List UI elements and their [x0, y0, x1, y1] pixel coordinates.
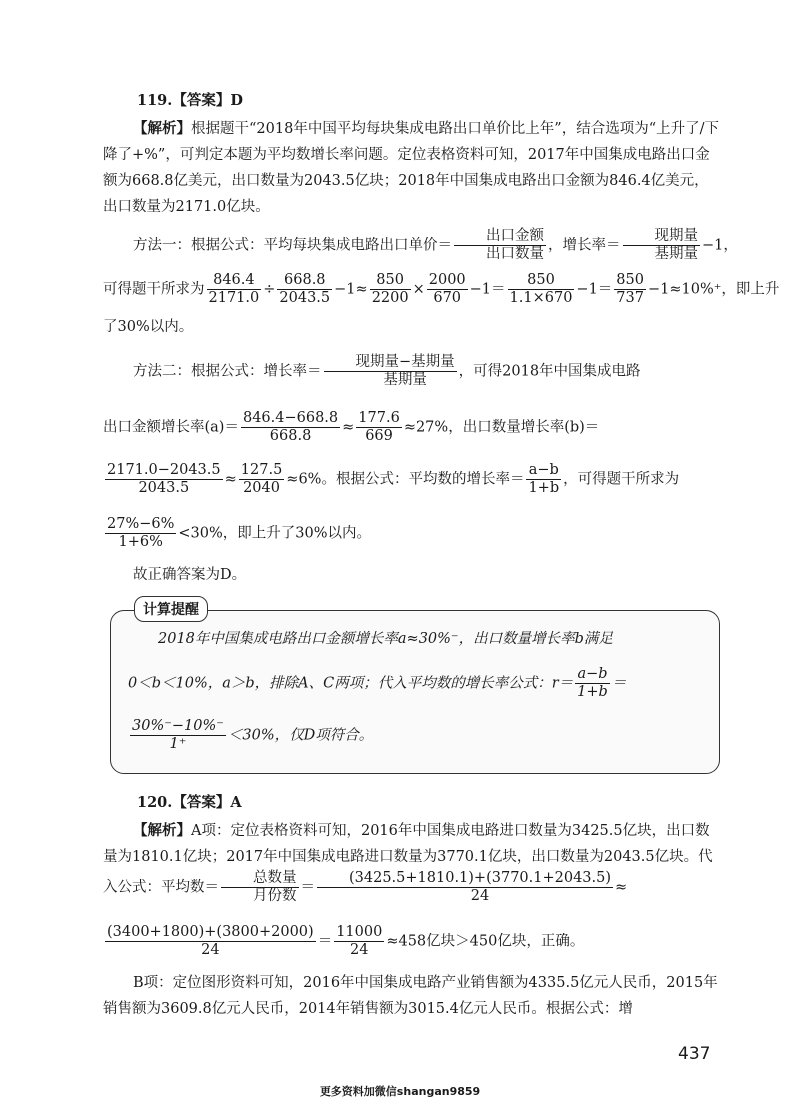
fraction — [105, 516, 176, 551]
q119-m1-mid: ，增长率＝ — [548, 237, 621, 254]
q119-m2-b-result: ≈6%。根据公式：平均数的增长率＝ — [286, 471, 525, 488]
frac-num: 总数量 — [221, 870, 299, 888]
frac-num: 668.8 — [277, 272, 332, 290]
fraction — [239, 462, 285, 497]
frac-den: 24 — [201, 942, 220, 958]
q120-calc — [103, 924, 723, 959]
fraction — [614, 272, 646, 307]
q119-m1-fraction2 — [623, 228, 701, 263]
frac-num: 现期量 — [623, 228, 701, 246]
frac-num: 846.4 — [207, 272, 262, 290]
frac-den: 24 — [350, 942, 369, 958]
q120-analysis-tag: 【解析】 — [133, 822, 191, 839]
q119-method1-calc — [103, 272, 780, 307]
q119-m2-a-label: 出口金额增长率(a)＝ — [103, 419, 239, 436]
tip-line2-tail: ＝ — [611, 675, 627, 692]
q120-number: 120. — [137, 794, 173, 811]
frac-den: 基期量 — [654, 246, 698, 262]
operator: ≈ — [615, 879, 628, 896]
frac-num: 846.4−668.8 — [242, 410, 339, 426]
fraction — [130, 718, 226, 753]
fraction — [207, 272, 262, 307]
frac-num: 850 — [508, 272, 575, 290]
operator: −1≈ — [334, 281, 368, 298]
operator: ≈ — [224, 471, 237, 488]
frac-num: a−b — [575, 666, 610, 684]
q119-number: 119. — [137, 92, 173, 109]
frac-num: 850 — [616, 272, 644, 288]
frac-num: 177.6 — [358, 410, 400, 426]
frac-den: 2200 — [371, 290, 409, 306]
q119-method2-final — [103, 516, 723, 551]
frac-num: 2171.0−2043.5 — [107, 462, 221, 478]
operator: −1＝ — [576, 281, 613, 298]
fraction — [221, 870, 299, 905]
frac-num: 11000 — [336, 924, 383, 940]
q119-header — [137, 88, 757, 114]
q119-m2-a-result: ≈27%，出口数量增长率(b)＝ — [403, 419, 600, 436]
fraction — [241, 410, 340, 445]
fraction — [370, 272, 411, 307]
q119-conclusion: 故正确答案为D。 — [133, 567, 247, 583]
frac-den: 2043.5 — [138, 480, 190, 496]
frac-den: 2040 — [243, 480, 280, 496]
frac-den: 2171.0 — [208, 290, 260, 306]
q119-m2-final-tail: <30%，即上升了30%以内。 — [178, 525, 371, 542]
q119-analysis-tag: 【解析】 — [133, 120, 191, 137]
frac-num: (3400+1800)+(3800+2000) — [107, 924, 314, 940]
q119-method2-rate-b — [103, 462, 723, 497]
frac-den: 670 — [433, 290, 462, 306]
q119-answer-tag: 【答案】 — [172, 92, 231, 109]
tip-line-1: 2018年中国集成电路出口金额增长率a≈30%⁻，出口数量增长率b满足 — [158, 631, 613, 647]
frac-num: 30%⁻−10%⁻ — [132, 718, 224, 734]
frac-num: (3425.5+1810.1)+(3770.1+2043.5) — [317, 870, 613, 888]
q120-answer-tag: 【答案】 — [172, 794, 231, 811]
fraction — [324, 354, 457, 389]
tip-line2-prefix: 0＜b＜10%，a＞b，排除A、C两项；代入平均数的增长率公式：r＝ — [128, 675, 574, 692]
q119-m1-prefix: 方法一：根据公式：平均每块集成电路出口单价＝ — [133, 237, 452, 254]
frac-den: 1.1×670 — [509, 290, 573, 306]
q120-result: ≈458亿块＞450亿块，正确。 — [386, 933, 585, 950]
tip-line-3 — [128, 718, 708, 753]
frac-den: 24 — [470, 888, 490, 904]
q119-m1-tail: −1， — [702, 237, 738, 254]
frac-den: 基期量 — [383, 372, 427, 388]
fraction — [277, 272, 332, 307]
q120-header — [137, 790, 757, 816]
fraction — [427, 272, 468, 307]
q119-method1-conclusion: 了30%以内。 — [103, 319, 194, 335]
q120-answer: A — [230, 794, 242, 811]
q120-analysis-text: A项：定位表格资料可知，2016年中国集成电路进口数量为3425.5亿块，出口数量为1810.1亿块；2017年中国集成电路进口数量为3770.1亿块，出口数量为2043.5亿块。代入公式：平均数＝ — [103, 823, 713, 896]
page-number: 437 — [678, 1044, 711, 1064]
q119-m2-g-tail: ，可得题干所求为 — [563, 471, 680, 488]
q119-method2-formula — [103, 354, 723, 389]
frac-num: a−b — [526, 462, 561, 480]
frac-den: 1+b — [577, 684, 608, 700]
fraction — [508, 272, 575, 307]
q119-m1-fraction1 — [454, 228, 546, 263]
frac-den: 1⁺ — [169, 736, 187, 752]
q119-analysis-text: 根据题干“2018年中国平均每块集成电路出口单价比上年”，结合选项为“上升了/下降了+%”，可判定本题为平均数增长率问题。定位表格资料可知，2017年中国集成电路出口金额为668.8亿美元，出口数量为2043.5亿块；2018年中国集成电路出口金额为846.4亿美元，出口数量为2171.0亿块。 — [103, 121, 720, 215]
q119-m1-calc-prefix: 可得题干所求为 — [103, 281, 205, 298]
frac-den: 669 — [365, 428, 393, 444]
frac-den: 1+b — [528, 480, 560, 496]
frac-num: 现期量−基期量 — [324, 354, 457, 372]
frac-num: 850 — [370, 272, 411, 290]
q119-m2-text: ，可得2018年中国集成电路 — [458, 363, 641, 380]
operator: −1＝ — [469, 281, 506, 298]
operator: ≈ — [342, 419, 355, 436]
operator: ÷ — [263, 281, 276, 298]
fraction — [575, 666, 610, 701]
q119-method2-rate-a — [103, 410, 723, 445]
frac-den: 出口数量 — [486, 246, 544, 262]
fraction — [526, 462, 561, 497]
frac-den: 1+6% — [118, 534, 163, 550]
fraction — [334, 924, 384, 959]
operator: × — [412, 281, 425, 298]
operator: ＝ — [317, 933, 333, 950]
operator: ＝ — [300, 879, 315, 896]
frac-den: 737 — [616, 290, 644, 306]
fraction — [105, 462, 223, 497]
q120-option-b: B项：定位图形资料可知，2016年中国集成电路产业销售额为4335.5亿元人民币，2015年销售额为3609.8亿元人民币，2014年销售额为3015.4亿元人民币。根据公式：增 — [103, 975, 718, 1017]
frac-num: 27%−6% — [107, 516, 175, 532]
q119-analysis — [103, 116, 723, 220]
q119-m1-result: −1≈10%⁺，即上升 — [647, 281, 780, 298]
tip-line-2 — [128, 666, 708, 701]
frac-num: 出口金额 — [454, 228, 546, 246]
q119-m2-prefix: 方法二：根据公式：增长率＝ — [133, 363, 322, 380]
q119-answer: D — [230, 92, 243, 109]
frac-num: 2000 — [428, 272, 466, 288]
frac-den: 月份数 — [253, 888, 297, 904]
q120-analysis — [103, 818, 723, 905]
fraction — [105, 924, 316, 959]
q119-method1-formula — [103, 228, 738, 263]
frac-den: 2043.5 — [279, 290, 331, 306]
frac-den: 668.8 — [269, 428, 312, 444]
fraction — [356, 410, 402, 445]
frac-num: 127.5 — [240, 462, 283, 478]
footer-note: 更多资料加微信shangan9859 — [319, 1085, 481, 1098]
calc-tip-badge: 计算提醒 — [134, 596, 208, 622]
tip-line3-tail: ＜30%，仅D项符合。 — [227, 727, 374, 744]
fraction — [317, 870, 613, 905]
